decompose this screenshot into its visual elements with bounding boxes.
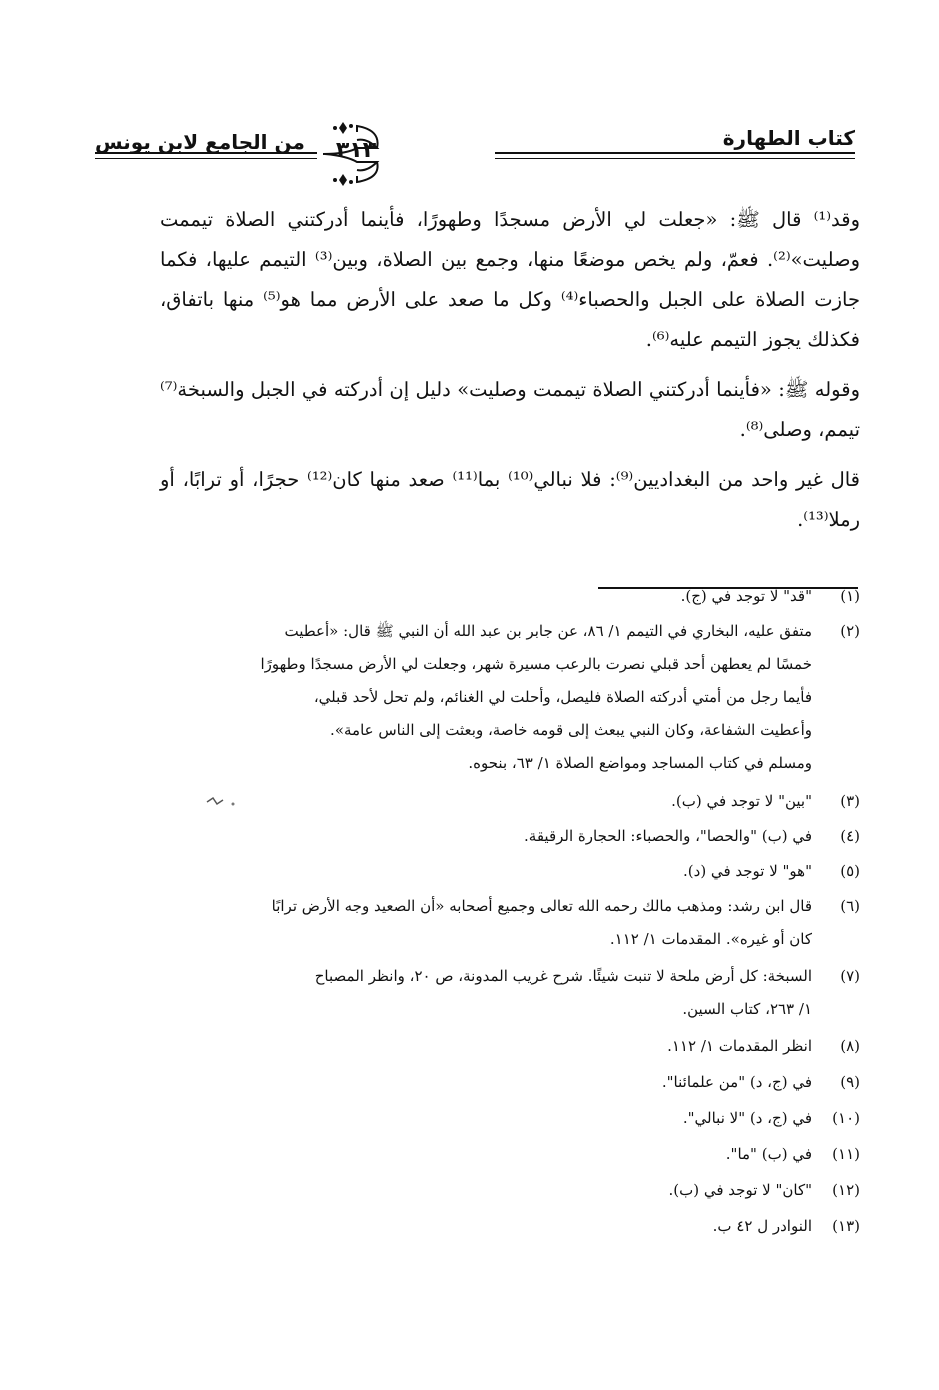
footnote-12 — [160, 1174, 860, 1207]
footnote-10 — [160, 1102, 860, 1135]
footnote-text: في (ب) "والحصا"، والحصباء: الحجارة الرقيقة. — [524, 827, 812, 845]
footnote-number: (١٠) — [832, 1109, 860, 1127]
footnote-7 — [160, 960, 860, 1026]
footnote-text: في (ج، د) "من علمائنا". — [661, 1073, 812, 1091]
footnote-number: (٨) — [840, 1037, 860, 1055]
footnote-4 — [160, 820, 860, 853]
footnote-text: انظر المقدمات ١/ ١١٢. — [667, 1037, 812, 1055]
footnote-5 — [160, 855, 860, 888]
footnote-number: (٥) — [840, 862, 860, 880]
footnote-number: (١) — [840, 587, 860, 605]
running-head-section: كتاب الطهارة — [722, 126, 855, 150]
footnote-text: ومسلم في كتاب المساجد ومواضع الصلاة ١/ ٦٣، بنحوه. — [468, 754, 812, 772]
footnote-number: (٢) — [840, 622, 860, 640]
page-header — [95, 118, 855, 188]
footnote-6 — [160, 890, 860, 956]
running-head-title: من الجامع لابن يونس — [95, 130, 305, 154]
footnote-number: (٤) — [840, 827, 860, 845]
footnote-text: وأعطيت الشفاعة، وكان النبي يبعث إلى قومه خاصة، وبعثت إلى الناس عامة». — [330, 721, 812, 739]
footnote-text: النوادر ل ٤٢ ب. — [712, 1217, 812, 1235]
footnote-number: (١٣) — [832, 1217, 860, 1235]
footnote-text: "بين" لا توجد في (ب). — [671, 792, 812, 810]
page-number: ٣١٣ — [335, 138, 377, 163]
header-rule-right — [495, 152, 855, 159]
footnote-2 — [160, 615, 860, 780]
footnote-text: فأيما رجل من أمتي أدركته الصلاة فليصل، وأحلت لي الغنائم، ولم تحل لأحد قبلي، — [313, 688, 812, 706]
footnote-8 — [160, 1030, 860, 1063]
paragraph-2: وقوله ﷺ: «فأينما أدركتني الصلاة تيممت وصليت» دليل إن أدركته في الجبل والسبخة⁽⁷⁾ تيمم، وصلى⁽⁸⁾. — [160, 378, 860, 441]
footnote-text: متفق عليه، البخاري في التيمم ١/ ٨٦، عن جابر بن عبد الله أن النبي ﷺ قال: «أعطيت — [284, 622, 812, 640]
footnote-text: خمسًا لم يعطهن أحد قبلي نصرت بالرعب مسيرة شهر، وجعلت لي الأرض مسجدًا وطهورًا — [260, 655, 812, 673]
footnote-3 — [160, 785, 860, 818]
footnote-number: (٩) — [840, 1073, 860, 1091]
footnote-number: (١٢) — [832, 1181, 860, 1199]
scan-speck-icon — [205, 792, 245, 812]
footnote-number: (٦) — [840, 897, 860, 915]
paragraph-1: وقد⁽¹⁾ قال ﷺ: «جعلت لي الأرض مسجدًا وطهورًا، فأينما أدركتني الصلاة تيممت وصليت»⁽²⁾. فعمّ، ولم يخص موضعًا منها، وجمع بين الصلاة، وبين⁽³⁾ التيمم عليها، فكما جازت الصلاة على الجبل والحصباء⁽⁴⁾ وكل ما صعد على الأرض مما هو⁽⁵⁾ منها باتفاق، فكذلك يجوز التيمم عليه⁽⁶⁾. — [160, 208, 860, 351]
footnote-text: ١/ ٢٦٣، كتاب السين. — [682, 1000, 812, 1018]
footnote-9 — [160, 1066, 860, 1099]
footnote-number: (٣) — [840, 792, 860, 810]
paragraph-3: قال غير واحد من البغداديين⁽⁹⁾: فلا نبالي⁽¹⁰⁾ بما⁽¹¹⁾ صعد منها كان⁽¹²⁾ حجرًا، أو ترابًا، أو رملا⁽¹³⁾. — [160, 468, 860, 531]
footnote-1 — [160, 580, 860, 613]
footnote-number: (١١) — [832, 1145, 860, 1163]
footnote-text: "كان" لا توجد في (ب). — [668, 1181, 812, 1199]
footnote-text: كان أو غيره». المقدمات ١/ ١١٢. — [609, 930, 812, 948]
footnote-11 — [160, 1138, 860, 1171]
main-text — [160, 200, 860, 550]
footnote-text: السبخة: كل أرض ملحة لا تنبت شيئًا. شرح غريب المدونة، ص ٢٠، وانظر المصباح — [314, 967, 812, 985]
footnote-text: في (ب) "ما". — [725, 1145, 812, 1163]
footnote-13 — [160, 1210, 860, 1243]
footnote-number: (٧) — [840, 967, 860, 985]
footnote-text: في (ج، د) "لا نبالي". — [682, 1109, 812, 1127]
footnote-text: قال ابن رشد: ومذهب مالك رحمه الله تعالى وجميع أصحابه «أن الصعيد وجه الأرض ترابًا — [271, 897, 812, 915]
footnote-text: "هو" لا توجد في (د). — [683, 862, 812, 880]
footnote-text: "قد" لا توجد في (ج). — [680, 587, 812, 605]
